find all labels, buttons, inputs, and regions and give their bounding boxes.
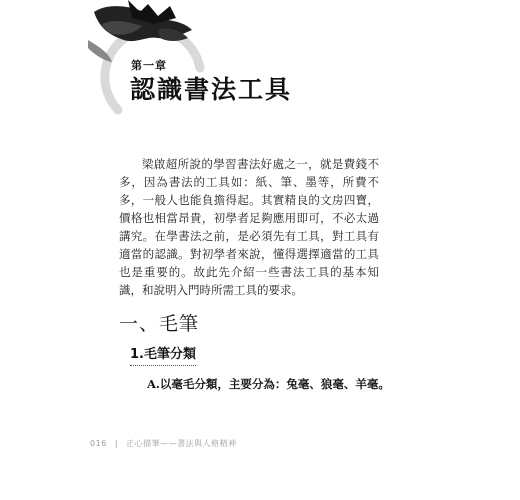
footer-separator: | (114, 439, 119, 448)
page-number: 016 (90, 439, 107, 448)
page-footer (90, 438, 237, 449)
chapter-title: 認識書法工具 (130, 75, 293, 104)
running-title: 正心描筆——書法與人格精神 (126, 439, 237, 448)
chapter-label: 第一章 (131, 59, 167, 72)
classification-item: A.以毫毛分類，主要分為：兔毫、狼毫、羊毫。 (147, 377, 390, 391)
intro-paragraph-block (119, 155, 379, 299)
section-heading: 一、毛筆 (119, 313, 200, 335)
subsection-heading: 1.毛筆分類 (130, 343, 196, 366)
intro-paragraph: 梁啟超所說的學習書法好處之一，就是費錢不多，因為書法的工具如：紙、筆、墨等，所費不多，一般人也能負擔得起。其實精良的文房四寶，價格也相當昂貴，初學者足夠應用即可，不必太過講究。在學書法之前，是必須先有工具，對工具有適當的認識。對初學者來說，懂得選擇適當的工具也是重要的。故此先介紹一些書法工具的基本知識，和說明入門時所需工具的要求。 (119, 157, 379, 297)
